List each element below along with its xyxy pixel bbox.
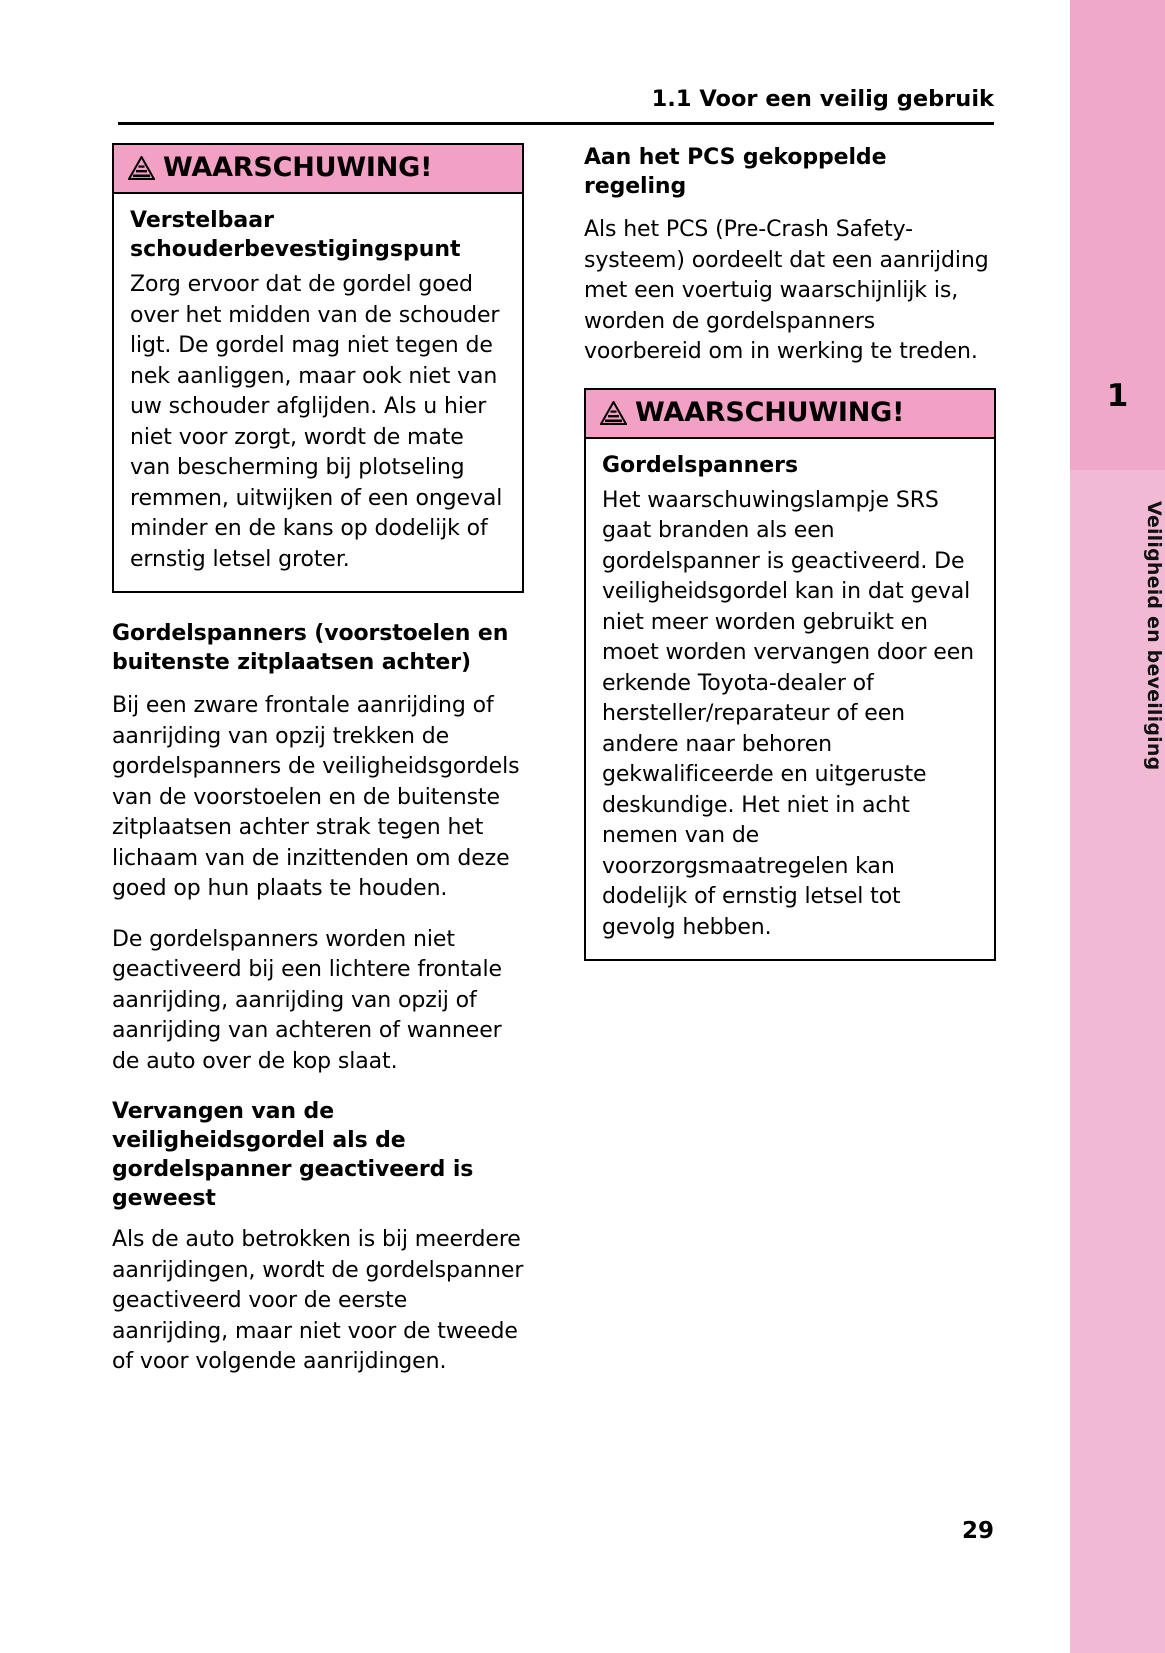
warning-box-pretensioners <box>584 388 996 962</box>
header-rule <box>118 122 994 125</box>
left-column <box>112 143 524 1398</box>
right-column <box>584 143 996 987</box>
warning-box-body <box>114 194 522 591</box>
warning-box-text: Het waarschuwingslampje SRS gaat branden als een gordelspanner is geactiveerd. De veiligheidsgordel kan in dat geval niet meer worden gebruikt en moet worden vervangen door een erkende Toyota-dealer of hersteller/reparateur of een andere naar behoren gekwalificeerde en uitgeruste deskundige. Het niet in acht nemen van de voorzorgsmaatregelen kan dodelijk of ernstig letsel tot gevolg hebben. <box>602 487 975 940</box>
warning-box-title: WAARSCHUWING! <box>635 396 905 428</box>
section-heading-pcs: Aan het PCS gekoppelde regeling <box>584 145 887 199</box>
warning-triangle-icon <box>600 401 627 426</box>
warning-box-header <box>114 145 522 194</box>
page-number: 29 <box>961 1518 994 1544</box>
warning-box-text: Zorg ervoor dat de gordel goed over het midden van de schouder ligt. De gordel mag niet tegen de nek aanliggen, maar ook niet van uw schouder afglijden. Als u hier niet voor zorgt, wordt de mate van bescherming bij plotseling remmen, uitwijken of een ongeval minder en de kans op dodelijk of ernstig letsel groter. <box>130 272 503 572</box>
chapter-number: 1 <box>1106 378 1129 414</box>
warning-triangle-icon <box>128 156 155 181</box>
warning-box-header <box>586 390 994 439</box>
section-heading-pretensioners: Gordelspanners (voorstoelen en buitenste zitplaatsen achter) <box>112 621 509 675</box>
warning-box-shoulder-anchor <box>112 143 524 593</box>
chapter-edge-tab <box>1070 0 1165 1653</box>
paragraph-belt-replacement: Als de auto betrokken is bij meerdere aanrijdingen, wordt de gordelspanner geactiveerd voor de eerste aanrijding, maar niet voor de tweede of voor volgende aanrijdingen. <box>112 1227 524 1374</box>
paragraph-pretensioners-1: Bij een zware frontale aanrijding of aanrijding van opzij trekken de gordelspanners de veiligheidsgordels van de voorstoelen en de buitenste zitplaatsen achter strak tegen het lichaam van de inzittenden om deze goed op hun plaats te houden. <box>112 693 520 901</box>
paragraph-pretensioners-2: De gordelspanners worden niet geactiveerd bij een lichtere frontale aanrijding, aanrijding van opzij of aanrijding van achteren of wanneer de auto over de kop slaat. <box>112 926 502 1074</box>
warning-box-heading: Verstelbaar schouderbevestigingspunt <box>130 208 461 262</box>
paragraph-pcs: Als het PCS (Pre-Crash Safety-systeem) oordeelt dat een aanrijding met een voertuig waarschijnlijk is, worden de gordelspanners voorbereid om in werking te treden. <box>584 217 989 364</box>
warning-box-title: WAARSCHUWING! <box>163 152 433 183</box>
running-header: 1.1 Voor een veilig gebruik <box>651 86 994 112</box>
warning-box-body <box>586 439 994 960</box>
sub-heading-belt-replacement: Vervangen van de veiligheidsgordel als de gordelspanner geactiveerd is geweest <box>112 1099 474 1211</box>
chapter-label: Veiligheid en beveiliging <box>1143 501 1165 771</box>
warning-box-heading: Gordelspanners <box>602 452 799 478</box>
